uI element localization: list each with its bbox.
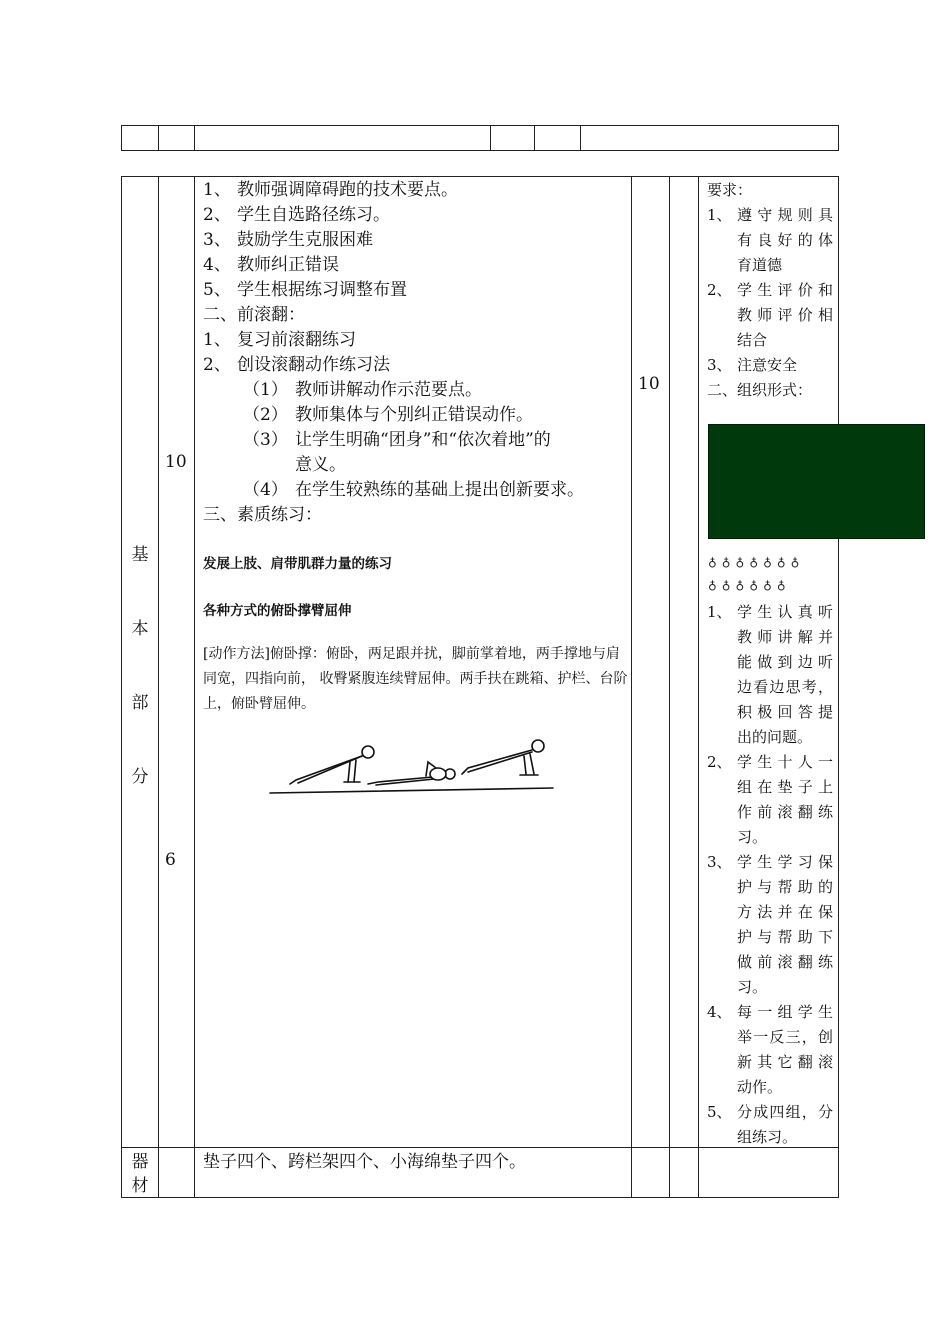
equipment-label-char: 器 <box>131 1152 149 1172</box>
sub-list-item: （2） 教师集体与个别纠正错误动作。 <box>243 405 533 425</box>
list-item: 4、 每一组学生 举一反三，创 新其它翻滚 动作。 <box>707 1003 833 1096</box>
time-value: 10 <box>165 452 187 472</box>
section-label-char: 基 <box>131 545 149 565</box>
sub-list-item-continuation: 意义。 <box>295 455 346 475</box>
list-item: 2、 学生十人一 组在垫子上 作前滚翻练 习。 <box>707 753 833 846</box>
student-activities-column <box>707 600 833 1150</box>
equipment-text: 垫子四个、跨栏架四个、小海绵垫子四个。 <box>203 1152 526 1172</box>
formation-diagram-box <box>708 424 925 539</box>
list-item: 2、 创设滚翻动作练习法 <box>203 355 390 375</box>
req-heading: 要求： <box>707 181 753 199</box>
teaching-content <box>203 178 623 528</box>
header-table <box>121 125 839 151</box>
quality-title: 发展上肢、肩带肌群力量的练习 <box>203 556 392 572</box>
section-label-char: 部 <box>131 693 149 713</box>
quality-title: 各种方式的俯卧撑臂屈伸 <box>203 603 352 619</box>
column-divider <box>698 177 699 1197</box>
sub-list-item: （4） 在学生较熟练的基础上提出创新要求。 <box>243 480 584 500</box>
header-divider <box>534 126 535 150</box>
list-item: 3、 注意安全 <box>707 356 798 374</box>
section-label-char: 本 <box>131 619 149 639</box>
requirements-column <box>707 178 833 403</box>
column-divider <box>669 177 670 1197</box>
column-divider <box>631 177 632 1197</box>
list-item: 2、 学生自选路径练习。 <box>203 205 390 225</box>
sub-list-item: （1） 教师讲解动作示范要点。 <box>243 380 482 400</box>
header-divider <box>580 126 581 150</box>
header-divider <box>194 126 195 150</box>
sub-list-item: （3） 让学生明确“团身”和“依次着地”的 <box>243 430 551 450</box>
section-heading: 三、素质练习： <box>203 505 322 525</box>
list-item: 4、 教师纠正错误 <box>203 255 339 275</box>
list-item: 3、 鼓励学生克服困难 <box>203 230 373 250</box>
column-divider <box>158 177 159 1197</box>
header-divider <box>158 126 159 150</box>
formation-row: ♁♁♁♁♁♁ <box>708 578 791 592</box>
org-heading: 二、组织形式： <box>707 381 813 399</box>
section-heading: 二、前滚翻： <box>203 305 305 325</box>
list-item: 2、 学生评价和 教师评价相 结合 <box>707 281 833 349</box>
section-label-char: 分 <box>131 767 149 787</box>
list-item: 5、 分成四组，分 组练习。 <box>707 1103 833 1146</box>
column-divider <box>194 177 195 1197</box>
method-paragraph: [动作方法]俯卧撑：俯卧，两足跟并扰，脚前掌着地，两手撑地与肩同宽，四指向前， 收臀紧腹连续臂屈伸。两手扶在跳箱、护栏、台阶上，俯卧臂屈伸。 <box>203 646 628 712</box>
ground-line <box>270 788 553 793</box>
count-value: 10 <box>638 374 660 394</box>
list-item: 1、 学生认真听 教师讲解并 能做到边听 边看边思考， 积极回答提 出的问题。 <box>707 603 833 746</box>
list-item: 5、 学生根据练习调整布置 <box>203 280 407 300</box>
list-item: 1、 教师强调障碍跑的技术要点。 <box>203 180 458 200</box>
pushup-illustration <box>268 738 558 798</box>
list-item: 1、 复习前滚翻练习 <box>203 330 356 350</box>
equipment-label-char: 材 <box>131 1176 149 1196</box>
list-item: 1、 遵守规则具 有良好的体 育道德 <box>707 206 833 274</box>
list-item: 3、 学生学习保 护与帮助的 方法并在保 护与帮助下 做前滚翻练 习。 <box>707 853 833 996</box>
time-value: 6 <box>165 850 176 870</box>
header-divider <box>490 126 491 150</box>
formation-row: ♁♁♁♁♁♁♁ <box>708 555 805 569</box>
